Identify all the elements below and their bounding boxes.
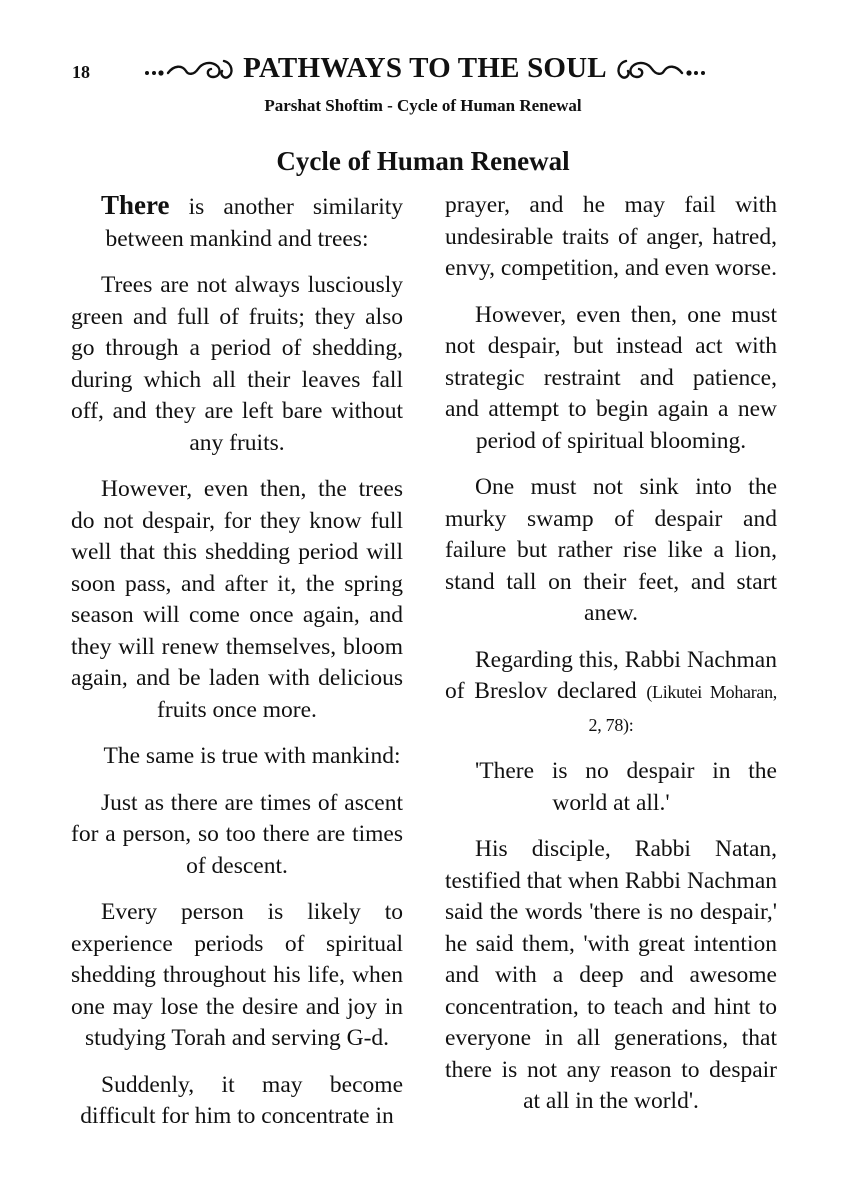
right-flourish-icon <box>613 55 708 81</box>
paragraph: The same is true with mankind: <box>103 743 401 769</box>
quote: 'There is no despair in the world at all.' <box>475 758 777 816</box>
paragraph <box>445 645 777 742</box>
paragraph <box>71 190 403 255</box>
section-title: Cycle of Human Renewal <box>276 146 570 176</box>
page-number: 18 <box>72 62 90 82</box>
paragraph: His disciple, Rabbi Natan, testified that when Rabbi Nachman said the words 'there is no despair,' he said them, 'with great intention and with a deep and awesome concentration, to teach and hint to everyone in all generations, that there is not any reason to despair at all in the world'. <box>445 836 777 1114</box>
book-title: PATHWAYS TO THE SOUL <box>243 51 607 84</box>
source-citation: (Likutei Moharan, 2, 78): <box>588 682 777 735</box>
paragraph: Suddenly, it may become difficult for him to concentrate in <box>80 1071 403 1129</box>
paragraph: prayer, and he may fail with undesirable traits of anger, hatred, envy, competition, and even worse. <box>445 192 777 281</box>
paragraph: However, even then, one must not despair, but instead act with strategic restraint and patience, and attempt to begin again a new period of spiritual blooming. <box>445 301 777 454</box>
paragraph: However, even then, the trees do not despair, for they know full well that this shedding period will soon pass, and after it, the spring season will come once again, and they will renew themselves, bloom again, and be laden with delicious fruits once more. <box>71 476 403 723</box>
running-header <box>130 48 720 88</box>
left-flourish-icon <box>142 55 237 81</box>
right-column <box>445 190 777 1133</box>
paragraph-text: Regarding this, Rabbi Nachman of Breslov declared <box>445 646 777 704</box>
paragraph: Just as there are times of ascent for a person, so too there are times of descent. <box>71 789 403 879</box>
chapter-subtitle: Parshat Shoftim - Cycle of Human Renewal <box>264 96 582 115</box>
left-column <box>71 190 403 1148</box>
paragraph: Every person is likely to experience periods of spiritual shedding throughout his life, when one may lose the desire and joy in studying Torah and serving G-d. <box>71 899 403 1051</box>
lead-word: There <box>101 190 170 220</box>
paragraph: Trees are not always lusciously green and full of fruits; they also go through a period of shedding, during which all their leaves fall off, and they are left bare without any fruits. <box>71 272 403 456</box>
paragraph: One must not sink into the murky swamp of despair and failure but rather rise like a lion, stand tall on their feet, and start anew. <box>445 474 777 626</box>
paragraph-text: is another similarity between mankind and trees: <box>105 194 403 252</box>
